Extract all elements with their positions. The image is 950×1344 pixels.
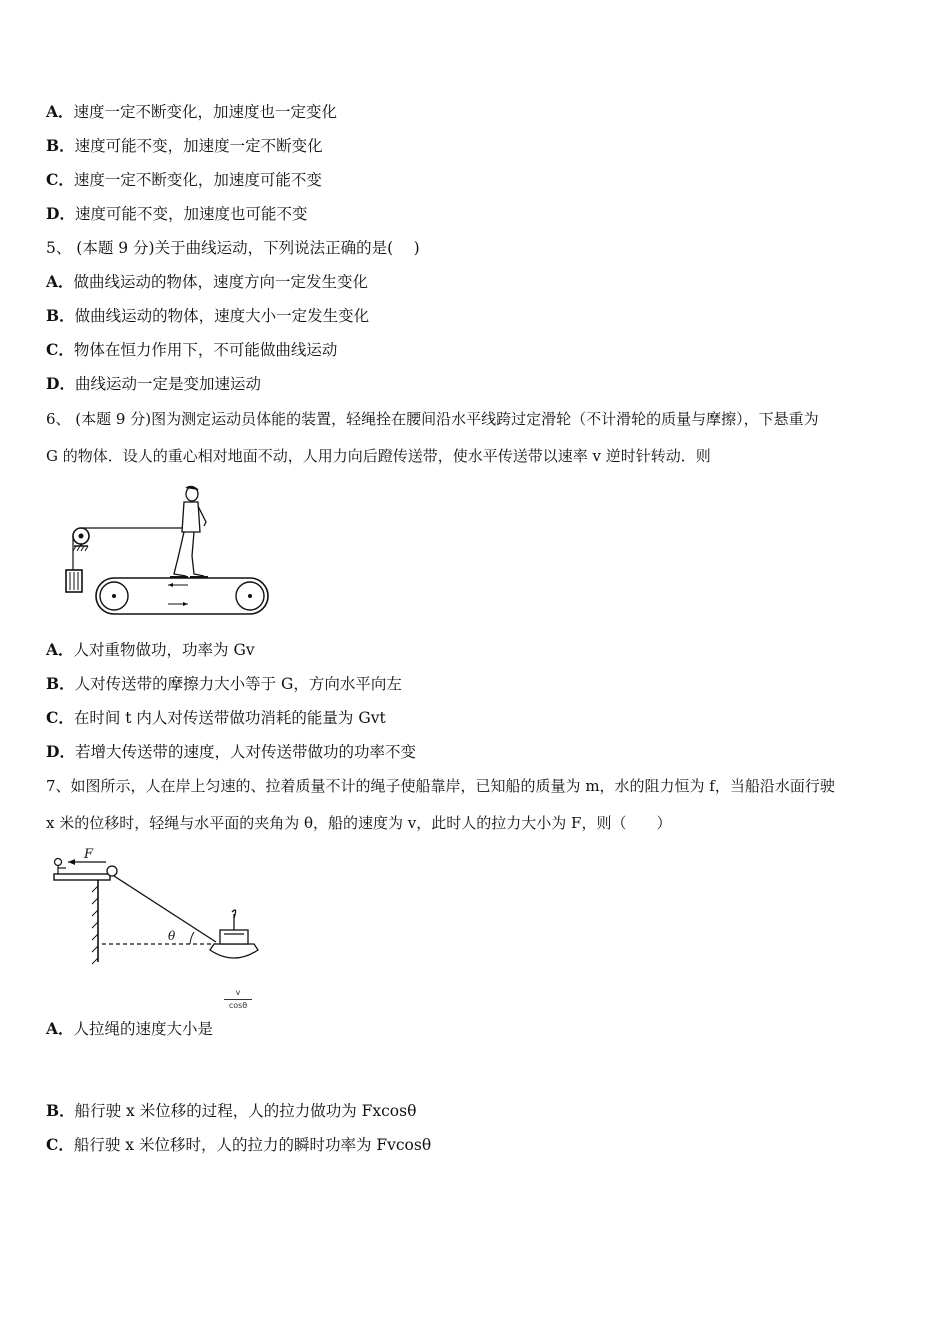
pulley-icon bbox=[73, 528, 89, 551]
q5-option-a: A．做曲线运动的物体，速度方向一定发生变化 bbox=[46, 272, 369, 291]
q6-option-a: A．人对重物做功，功率为 Gv bbox=[46, 640, 255, 659]
q7-option-b: B．船行驶 x 米位移的过程，人的拉力做功为 Fxcosθ bbox=[46, 1101, 417, 1120]
weight-block-icon bbox=[66, 570, 82, 592]
fraction-denominator: cosθ bbox=[228, 1001, 248, 1010]
q7-stem-line1: 7、如图所示，人在岸上匀速的、拉着质量不计的绳子使船靠岸，已知船的质量为 m，水的阻力恒为 f，当船沿水面行驶 bbox=[46, 777, 835, 795]
q7-fraction bbox=[224, 988, 252, 1011]
q4-option-d: D．速度可能不变，加速度也可能不变 bbox=[46, 204, 308, 223]
angle-label: θ bbox=[168, 929, 176, 943]
q7-figure-boat bbox=[48, 846, 262, 968]
q6-option-d: D．若增大传送带的速度，人对传送带做功的功率不变 bbox=[46, 742, 416, 761]
pulley-icon bbox=[107, 866, 117, 876]
q5-stem: 5、 (本题 9 分)关于曲线运动，下列说法正确的是( ) bbox=[46, 239, 420, 257]
boat-icon bbox=[210, 910, 258, 958]
q4-option-c: C．速度一定不断变化，加速度可能不变 bbox=[46, 170, 322, 189]
q7-stem-line2: x 米的位移时，轻绳与水平面的夹角为 θ，船的速度为 v，此时人的拉力大小为 F，则（ ） bbox=[46, 814, 672, 832]
q7-option-c: C．船行驶 x 米位移时，人的拉力的瞬时功率为 Fvcosθ bbox=[46, 1135, 432, 1154]
force-label: F bbox=[84, 847, 94, 862]
q7-option-a: A．人拉绳的速度大小是 bbox=[46, 1019, 214, 1038]
q5-option-c: C．物体在恒力作用下，不可能做曲线运动 bbox=[46, 340, 338, 359]
q4-option-b: B．速度可能不变，加速度一定不断变化 bbox=[46, 136, 323, 155]
q6-option-b: B．人对传送带的摩擦力大小等于 G，方向水平向左 bbox=[46, 674, 402, 693]
person-pulling-icon bbox=[55, 859, 67, 875]
conveyor-belt-icon bbox=[96, 578, 268, 614]
q5-option-d: D．曲线运动一定是变加速运动 bbox=[46, 374, 261, 393]
q6-option-c: C．在时间 t 内人对传送带做功消耗的能量为 Gvt bbox=[46, 708, 386, 727]
q6-stem-line2: G 的物体．设人的重心相对地面不动，人用力向后蹬传送带，使水平传送带以速率 v 逆时针转动．则 bbox=[46, 447, 711, 465]
q6-stem-line1: 6、 (本题 9 分)图为测定运动员体能的装置，轻绳拴在腰间沿水平线跨过定滑轮（不计滑轮的质量与摩擦），下悬重为 bbox=[46, 410, 819, 428]
fraction-bar bbox=[224, 999, 252, 1000]
fraction-numerator: v bbox=[235, 988, 241, 997]
q6-figure-treadmill bbox=[58, 482, 270, 618]
q4-option-a: A．速度一定不断变化，加速度也一定变化 bbox=[46, 102, 338, 121]
runner-figure-icon bbox=[170, 486, 208, 577]
shore-wall-icon bbox=[54, 874, 110, 964]
q5-option-b: B．做曲线运动的物体，速度大小一定发生变化 bbox=[46, 306, 370, 325]
